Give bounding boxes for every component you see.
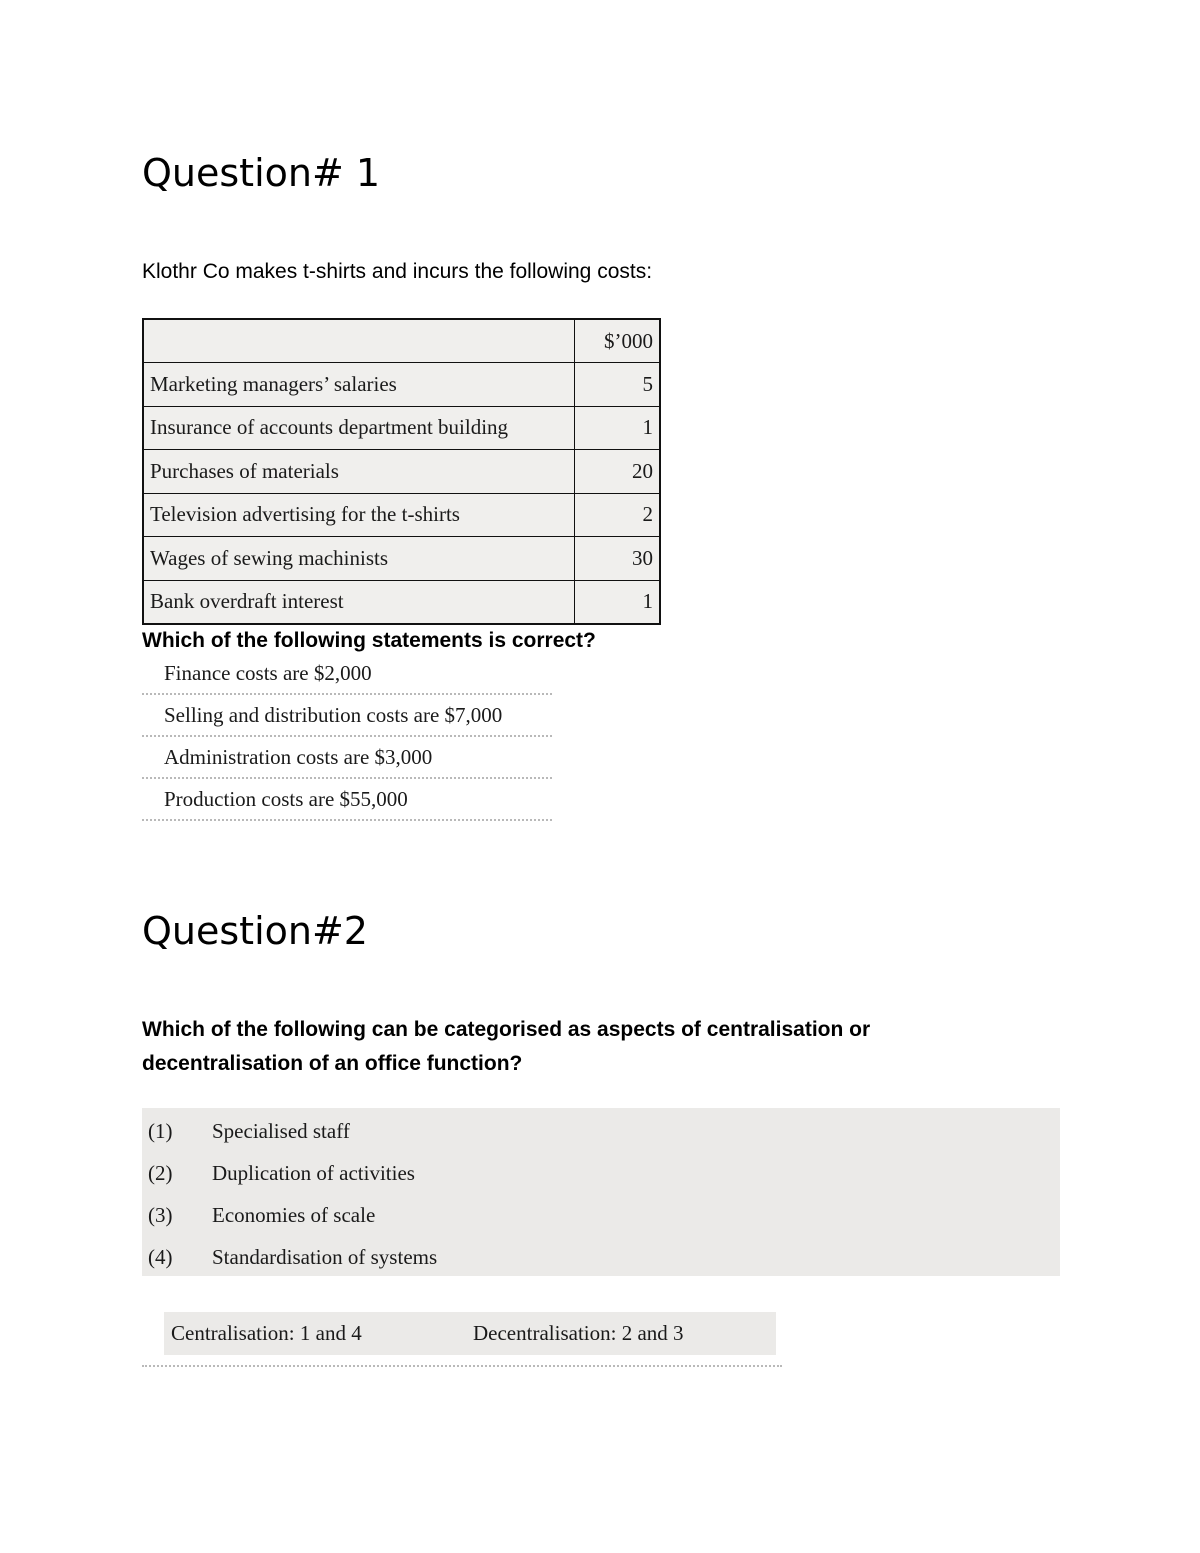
list-item [142, 1156, 1060, 1198]
table-row [143, 493, 660, 537]
cost-item: Insurance of accounts department building [143, 406, 574, 450]
aspect-number: (2) [148, 1161, 173, 1185]
answer-option-row[interactable] [142, 1312, 782, 1367]
cost-value: 1 [574, 406, 660, 450]
cost-value: 1 [574, 580, 660, 624]
table-header-unit: $’000 [574, 319, 660, 363]
cost-item: Television advertising for the t-shirts [143, 493, 574, 537]
aspect-number: (3) [148, 1203, 173, 1227]
answer-option[interactable]: Administration costs are $3,000 [142, 739, 552, 779]
answer-centralisation: Centralisation: 1 and 4 [171, 1321, 362, 1345]
aspect-text: Economies of scale [212, 1203, 376, 1227]
cost-item: Bank overdraft interest [143, 580, 574, 624]
answer-option[interactable]: Finance costs are $2,000 [142, 655, 552, 695]
question-1-intro: Klothr Co makes t-shirts and incurs the following costs: [142, 260, 653, 283]
aspect-text: Duplication of activities [212, 1161, 415, 1185]
answer-option-box[interactable] [164, 1312, 776, 1355]
list-item [142, 1198, 1060, 1240]
question-1-heading: Question# 1 [142, 151, 381, 195]
cost-value: 20 [574, 450, 660, 494]
table-header-item [143, 319, 574, 363]
question-2-heading: Question#2 [142, 909, 368, 953]
answer-options [142, 655, 552, 823]
cost-value: 5 [574, 363, 660, 407]
aspect-text: Specialised staff [212, 1119, 350, 1143]
list-item [142, 1240, 1060, 1282]
question-1-prompt: Which of the following statements is correct? [142, 629, 596, 652]
question-2-prompt: Which of the following can be categorised as aspects of centralisation or decentralisation of an office function? [142, 1018, 871, 1075]
answer-option[interactable]: Production costs are $55,000 [142, 781, 552, 821]
cost-item: Purchases of materials [143, 450, 574, 494]
answer-option[interactable]: Selling and distribution costs are $7,000 [142, 697, 552, 737]
cost-value: 2 [574, 493, 660, 537]
answer-decentralisation: Decentralisation: 2 and 3 [473, 1321, 684, 1345]
table-row [143, 580, 660, 624]
aspect-text: Standardisation of systems [212, 1245, 438, 1269]
table-header-row [143, 319, 660, 363]
table-row [143, 537, 660, 581]
list-item [142, 1114, 1060, 1156]
cost-item: Wages of sewing machinists [143, 537, 574, 581]
table-row [143, 450, 660, 494]
aspects-list [142, 1108, 1060, 1276]
aspect-number: (1) [148, 1119, 173, 1143]
table-row [143, 363, 660, 407]
cost-item: Marketing managers’ salaries [143, 363, 574, 407]
cost-value: 30 [574, 537, 660, 581]
aspect-number: (4) [148, 1245, 173, 1269]
costs-table [142, 318, 661, 625]
table-row [143, 406, 660, 450]
